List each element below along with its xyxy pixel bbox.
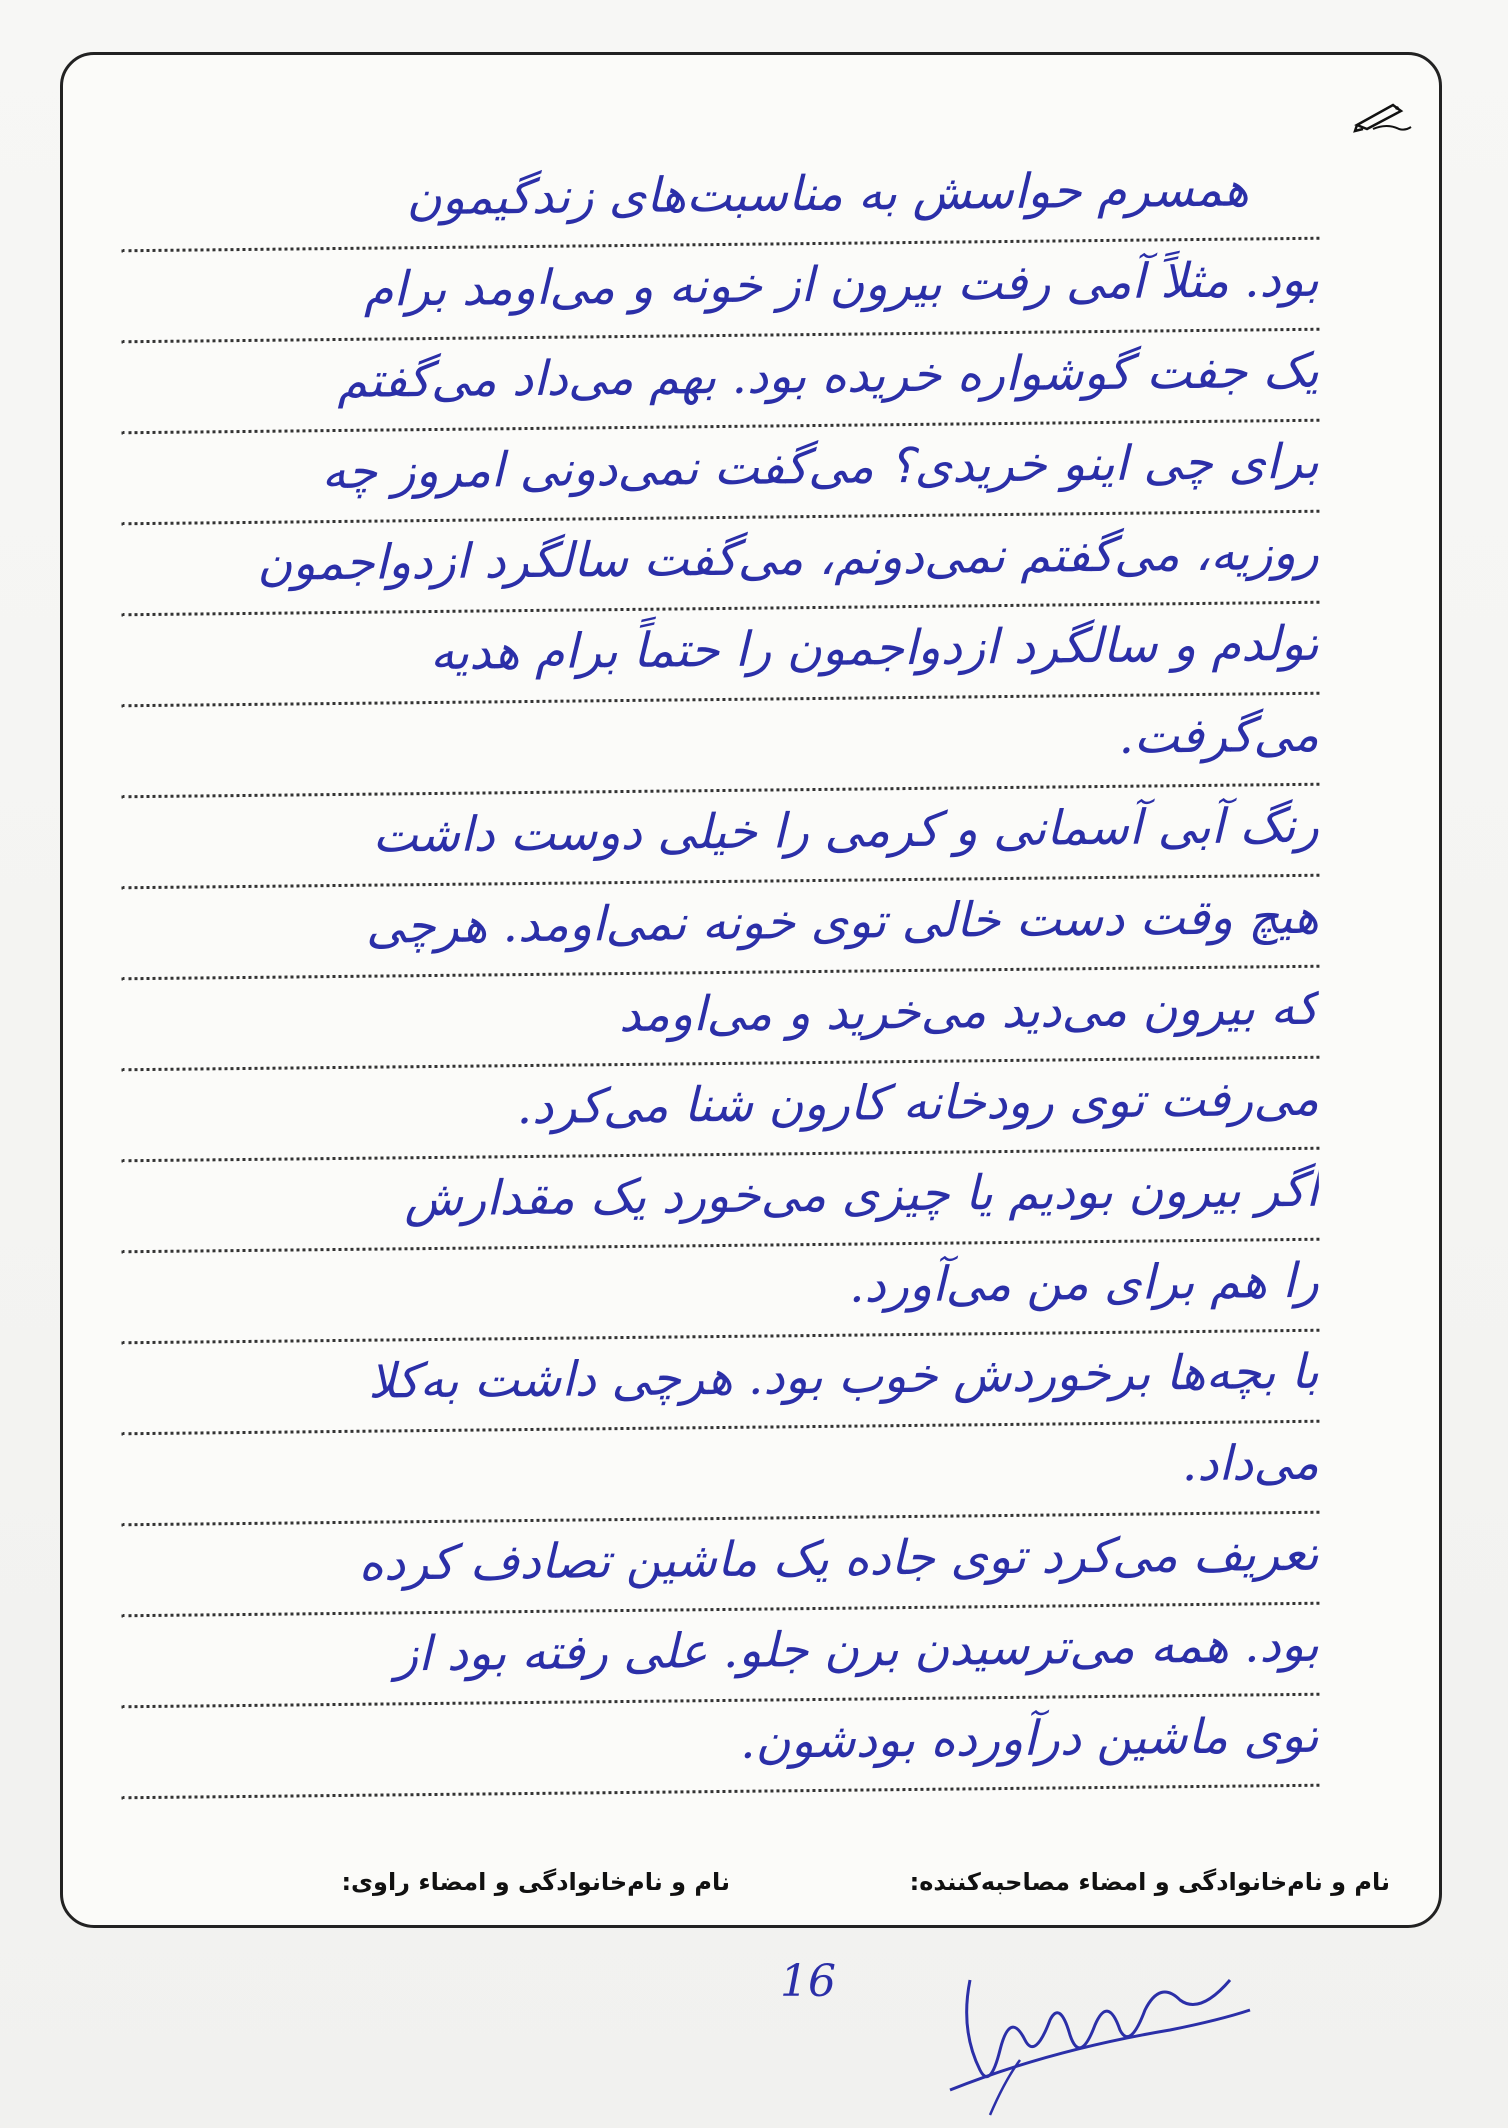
handwritten-line: رنگ آبی آسمانی و کرمی را خیلی دوست داشت: [121, 786, 1320, 890]
form-frame: [60, 52, 1442, 1928]
handwritten-signature: [930, 1940, 1260, 2120]
handwritten-line: بود. همه می‌ترسیدن برن جلو. علی رفته بود از: [121, 1605, 1320, 1709]
handwritten-line: می‌گرفت.: [121, 695, 1320, 799]
handwritten-line: تولدم و سالگرد ازدواجمون را حتماً برام هدیه: [121, 604, 1320, 708]
handwritten-line: بود. مثلاً آمی رفت بیرون از خونه و می‌اومد برام: [121, 240, 1320, 344]
handwritten-lines: [121, 155, 1319, 1793]
handwritten-line: همسرم حواسش به مناسبت‌های زندگیمون: [121, 149, 1320, 253]
handwritten-line: که بیرون می‌دید می‌خرید و می‌اومد: [121, 968, 1320, 1072]
handwritten-line: هیچ وقت دست خالی توی خونه نمی‌اومد. هرچی: [121, 877, 1320, 981]
handwritten-line: روزیه، می‌گفتم نمی‌دونم، می‌گفت سالگرد ازدواجمون: [121, 513, 1320, 617]
pen-writing-icon: [1353, 99, 1413, 133]
interviewer-signature-label: نام و نام‌خانوادگی و امضاء مصاحبه‌کننده:: [909, 1868, 1390, 1896]
narrator-signature-label: نام و نام‌خانوادگی و امضاء راوی:: [341, 1868, 730, 1896]
handwritten-line: می‌رفت توی رودخانه کارون شنا می‌کرد.: [121, 1059, 1320, 1163]
handwritten-line: با بچه‌ها برخوردش خوب بود. هرچی داشت به‌کلا: [121, 1332, 1320, 1436]
handwritten-line: توی ماشین درآورده بودشون.: [121, 1696, 1320, 1800]
page-number: 16: [780, 1956, 836, 2007]
handwritten-line: یک جفت گوشواره خریده بود. بهم می‌داد می‌گفتم: [121, 331, 1320, 435]
handwritten-line: برای چی اینو خریدی؟ می‌گفت نمی‌دونی امروز چه: [121, 422, 1320, 526]
handwritten-line: را هم برای من می‌آورد.: [121, 1241, 1320, 1345]
handwritten-line: تعریف می‌کرد توی جاده یک ماشین تصادف کرده: [121, 1514, 1320, 1618]
handwritten-line: می‌داد.: [121, 1423, 1320, 1527]
handwritten-line: اگر بیرون بودیم یا چیزی می‌خورد یک مقدارش: [121, 1150, 1320, 1254]
